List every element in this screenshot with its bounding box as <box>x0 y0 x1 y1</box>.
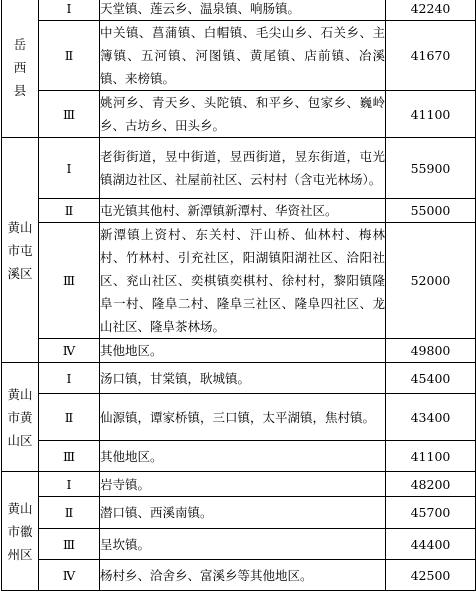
value-cell: 42240 <box>386 0 476 21</box>
level-cell: Ⅲ <box>39 223 100 339</box>
table-row <box>2 560 476 591</box>
value-cell: 44400 <box>386 529 476 560</box>
value-cell: 45700 <box>386 497 476 529</box>
areas-cell: 新潭镇上资村、东关村、汗山桥、仙林村、梅林村、竹林村、引充社区，阳湖镇阳湖社区、洽阳社区、兖山社区、奕棋镇奕棋村、徐村村，黎阳镇隆阜一村、隆阜二村、隆阜三社区、隆阜四社区、龙山社区、隆阜茶林场。 <box>100 223 386 339</box>
value-cell: 48200 <box>386 472 476 497</box>
level-cell: Ⅱ <box>39 199 100 223</box>
table-row <box>2 339 476 363</box>
area-cell <box>2 363 39 472</box>
area-name: 岳西县 <box>13 36 27 98</box>
level-cell: Ⅲ <box>39 441 100 472</box>
areas-cell: 潜口镇、西溪南镇。 <box>100 497 386 529</box>
area-name: 黄山市徽州区 <box>7 500 33 562</box>
areas-cell: 杨村乡、洽舍乡、富溪乡等其他地区。 <box>100 560 386 591</box>
level-cell: Ⅳ <box>39 339 100 363</box>
areas-cell: 其他地区。 <box>100 441 386 472</box>
value-cell: 55000 <box>386 199 476 223</box>
areas-cell: 老街街道，昱中街道，昱西街道，昱东街道，屯光镇湖边社区、社屋前社区、云村村（含屯光林场）。 <box>100 138 386 199</box>
areas-cell: 呈坎镇。 <box>100 529 386 560</box>
areas-cell: 岩寺镇。 <box>100 472 386 497</box>
table-row <box>2 21 476 91</box>
level-cell: Ⅰ <box>39 0 100 21</box>
areas-cell: 中关镇、菖蒲镇、白帽镇、毛尖山乡、石关乡、主簿镇、五河镇、河图镇、黄尾镇、店前镇、冶溪镇、来榜镇。 <box>100 21 386 91</box>
value-cell: 49800 <box>386 339 476 363</box>
table-row <box>2 394 476 441</box>
level-cell: Ⅰ <box>39 363 100 394</box>
level-cell: Ⅱ <box>39 394 100 441</box>
level-cell: Ⅱ <box>39 497 100 529</box>
table-row <box>2 363 476 394</box>
level-cell: Ⅰ <box>39 472 100 497</box>
value-cell: 41100 <box>386 91 476 138</box>
table-row <box>2 441 476 472</box>
land-price-table <box>1 0 476 591</box>
value-cell: 55900 <box>386 138 476 199</box>
table-row <box>2 138 476 199</box>
value-cell: 41100 <box>386 441 476 472</box>
value-cell: 43400 <box>386 394 476 441</box>
areas-cell: 天堂镇、莲云乡、温泉镇、响肠镇。 <box>100 0 386 21</box>
area-name: 黄山市黄山区 <box>7 386 33 448</box>
table-row <box>2 497 476 529</box>
area-cell <box>2 472 39 591</box>
level-cell: Ⅲ <box>39 529 100 560</box>
value-cell: 52000 <box>386 223 476 339</box>
areas-cell: 仙源镇，谭家桥镇，三口镇，太平湖镇，焦村镇。 <box>100 394 386 441</box>
value-cell: 41670 <box>386 21 476 91</box>
areas-cell: 汤口镇，甘棠镇，耿城镇。 <box>100 363 386 394</box>
areas-cell: 屯光镇其他村、新潭镇新潭村、华资社区。 <box>100 199 386 223</box>
table-row <box>2 0 476 21</box>
level-cell: Ⅲ <box>39 91 100 138</box>
area-cell <box>2 0 39 138</box>
area-cell <box>2 138 39 363</box>
table-row <box>2 472 476 497</box>
level-cell: Ⅳ <box>39 560 100 591</box>
value-cell: 42500 <box>386 560 476 591</box>
areas-cell: 姚河乡、青天乡、头陀镇、和平乡、包家乡、巍岭乡、古坊乡、田头乡。 <box>100 91 386 138</box>
table-row <box>2 529 476 560</box>
level-cell: Ⅱ <box>39 21 100 91</box>
level-cell: Ⅰ <box>39 138 100 199</box>
table-row <box>2 199 476 223</box>
value-cell: 45400 <box>386 363 476 394</box>
table-row <box>2 223 476 339</box>
area-name: 黄山市屯溪区 <box>7 219 33 281</box>
table-row <box>2 91 476 138</box>
areas-cell: 其他地区。 <box>100 339 386 363</box>
